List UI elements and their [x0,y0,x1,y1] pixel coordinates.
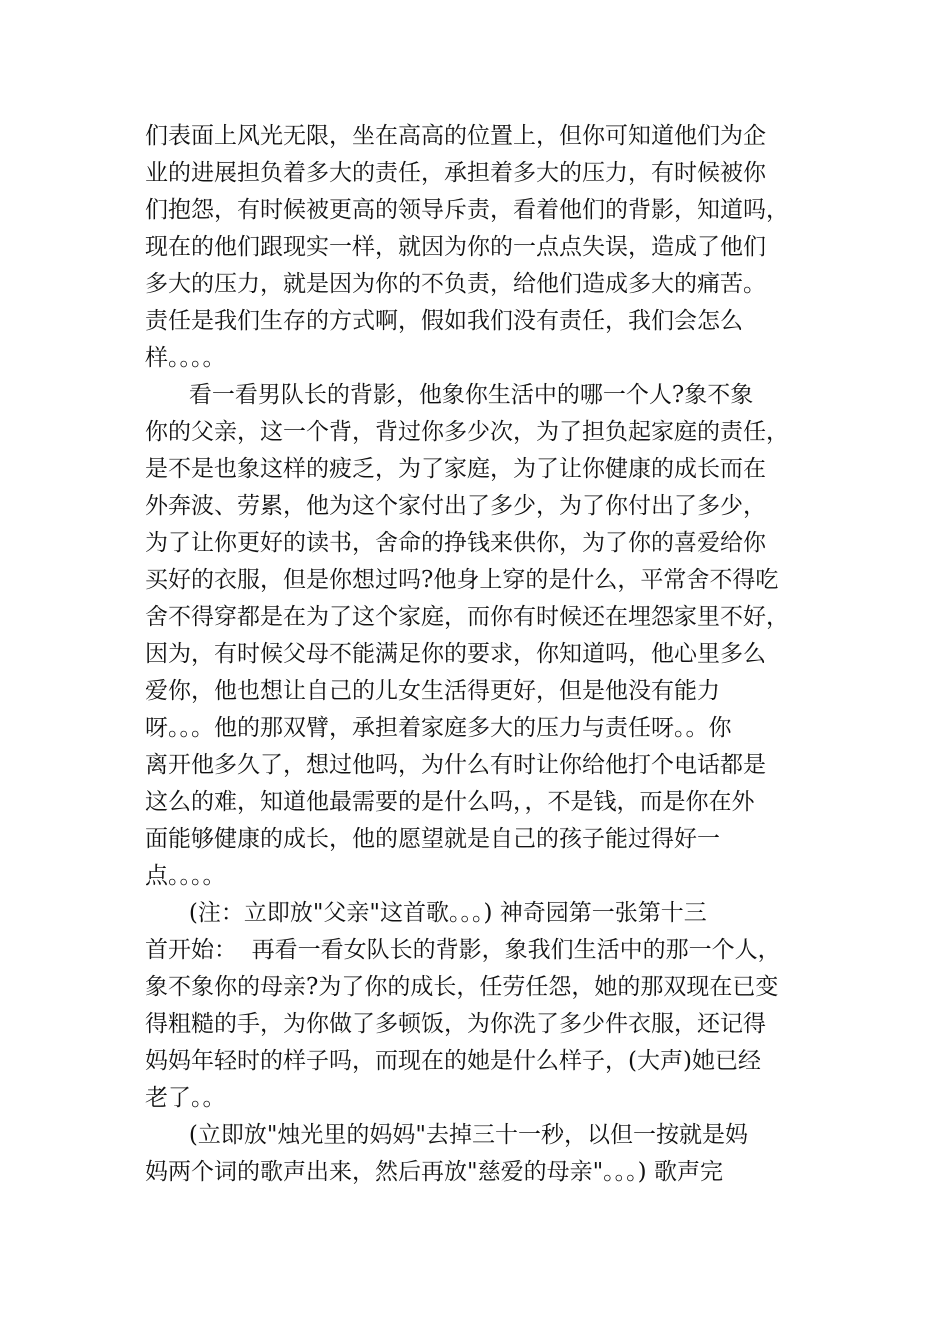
text-line: 你的父亲，这一个背，背过你多少次，为了担负起家庭的责任， [145,419,789,445]
text-line: 为了让你更好的读书，舍命的挣钱来供你，为了你的喜爱给你 [145,530,766,556]
text-line: 妈两个词的歌声出来，然后再放"慈爱的母亲"。。。) 歌声完 [145,1159,723,1185]
text-line: 样。。。。 [145,345,226,371]
text-line: 舍不得穿都是在为了这个家庭，而你有时候还在埋怨家里不好， [145,604,789,630]
text-line: 外奔波、劳累，他为这个家付出了多少，为了你付出了多少， [145,493,766,519]
text-line: 呀。。。他的那双臂，承担着家庭多大的压力与责任呀。。你 [145,715,732,741]
text-line: 因为，有时候父母不能满足你的要求，你知道吗，他心里多么 [145,641,766,667]
text-line: (注：立即放"父亲"这首歌。。。) 神奇园第一张第十三 [145,900,707,926]
text-line: 是不是也象这样的疲乏，为了家庭，为了让你健康的成长而在 [145,456,766,482]
text-line: 面能够健康的成长，他的愿望就是自己的孩子能过得好一 [145,826,720,852]
text-line: 点。。。。 [145,863,226,889]
text-line: 责任是我们生存的方式啊，假如我们没有责任，我们会怎么 [145,308,743,334]
text-line: 老了。。 [145,1085,226,1111]
text-line: 现在的他们跟现实一样，就因为你的一点点失误，造成了他们 [145,234,766,260]
text-line: 首开始： 再看一看女队长的背影，象我们生活中的那一个人， [145,937,781,963]
text-line: 这么的难，知道他最需要的是什么吗，，不是钱，而是你在外 [145,789,755,815]
text-line: 们抱怨，有时候被更高的领导斥责，看着他们的背影，知道吗， [145,197,789,223]
body-text [145,118,815,1191]
text-line: 看一看男队长的背影，他象你生活中的哪一个人?象不象 [145,382,754,408]
text-line: 们表面上风光无限，坐在高高的位置上，但你可知道他们为企 [145,123,766,149]
text-line: 得粗糙的手，为你做了多顿饭，为你洗了多少件衣服，还记得 [145,1011,766,1037]
text-line: 爱你，他也想让自己的儿女生活得更好，但是他没有能力 [145,678,720,704]
text-line: 业的进展担负着多大的责任，承担着多大的压力，有时候被你 [145,160,766,186]
text-line: 多大的压力，就是因为你的不负责，给他们造成多大的痛苦。 [145,271,766,297]
text-line: 妈妈年轻时的样子吗，而现在的她是什么样子，(大声)她已经 [145,1048,761,1074]
text-line: 离开他多久了，想过他吗，为什么有时让你给他打个电话都是 [145,752,766,778]
text-line: (立即放"烛光里的妈妈"去掉三十一秒，以但一按就是妈 [145,1122,748,1148]
text-line: 买好的衣服，但是你想过吗?他身上穿的是什么，平常舍不得吃 [145,567,779,593]
text-line: 象不象你的母亲?为了你的成长，任劳任怨，她的那双现在已变 [145,974,779,1000]
